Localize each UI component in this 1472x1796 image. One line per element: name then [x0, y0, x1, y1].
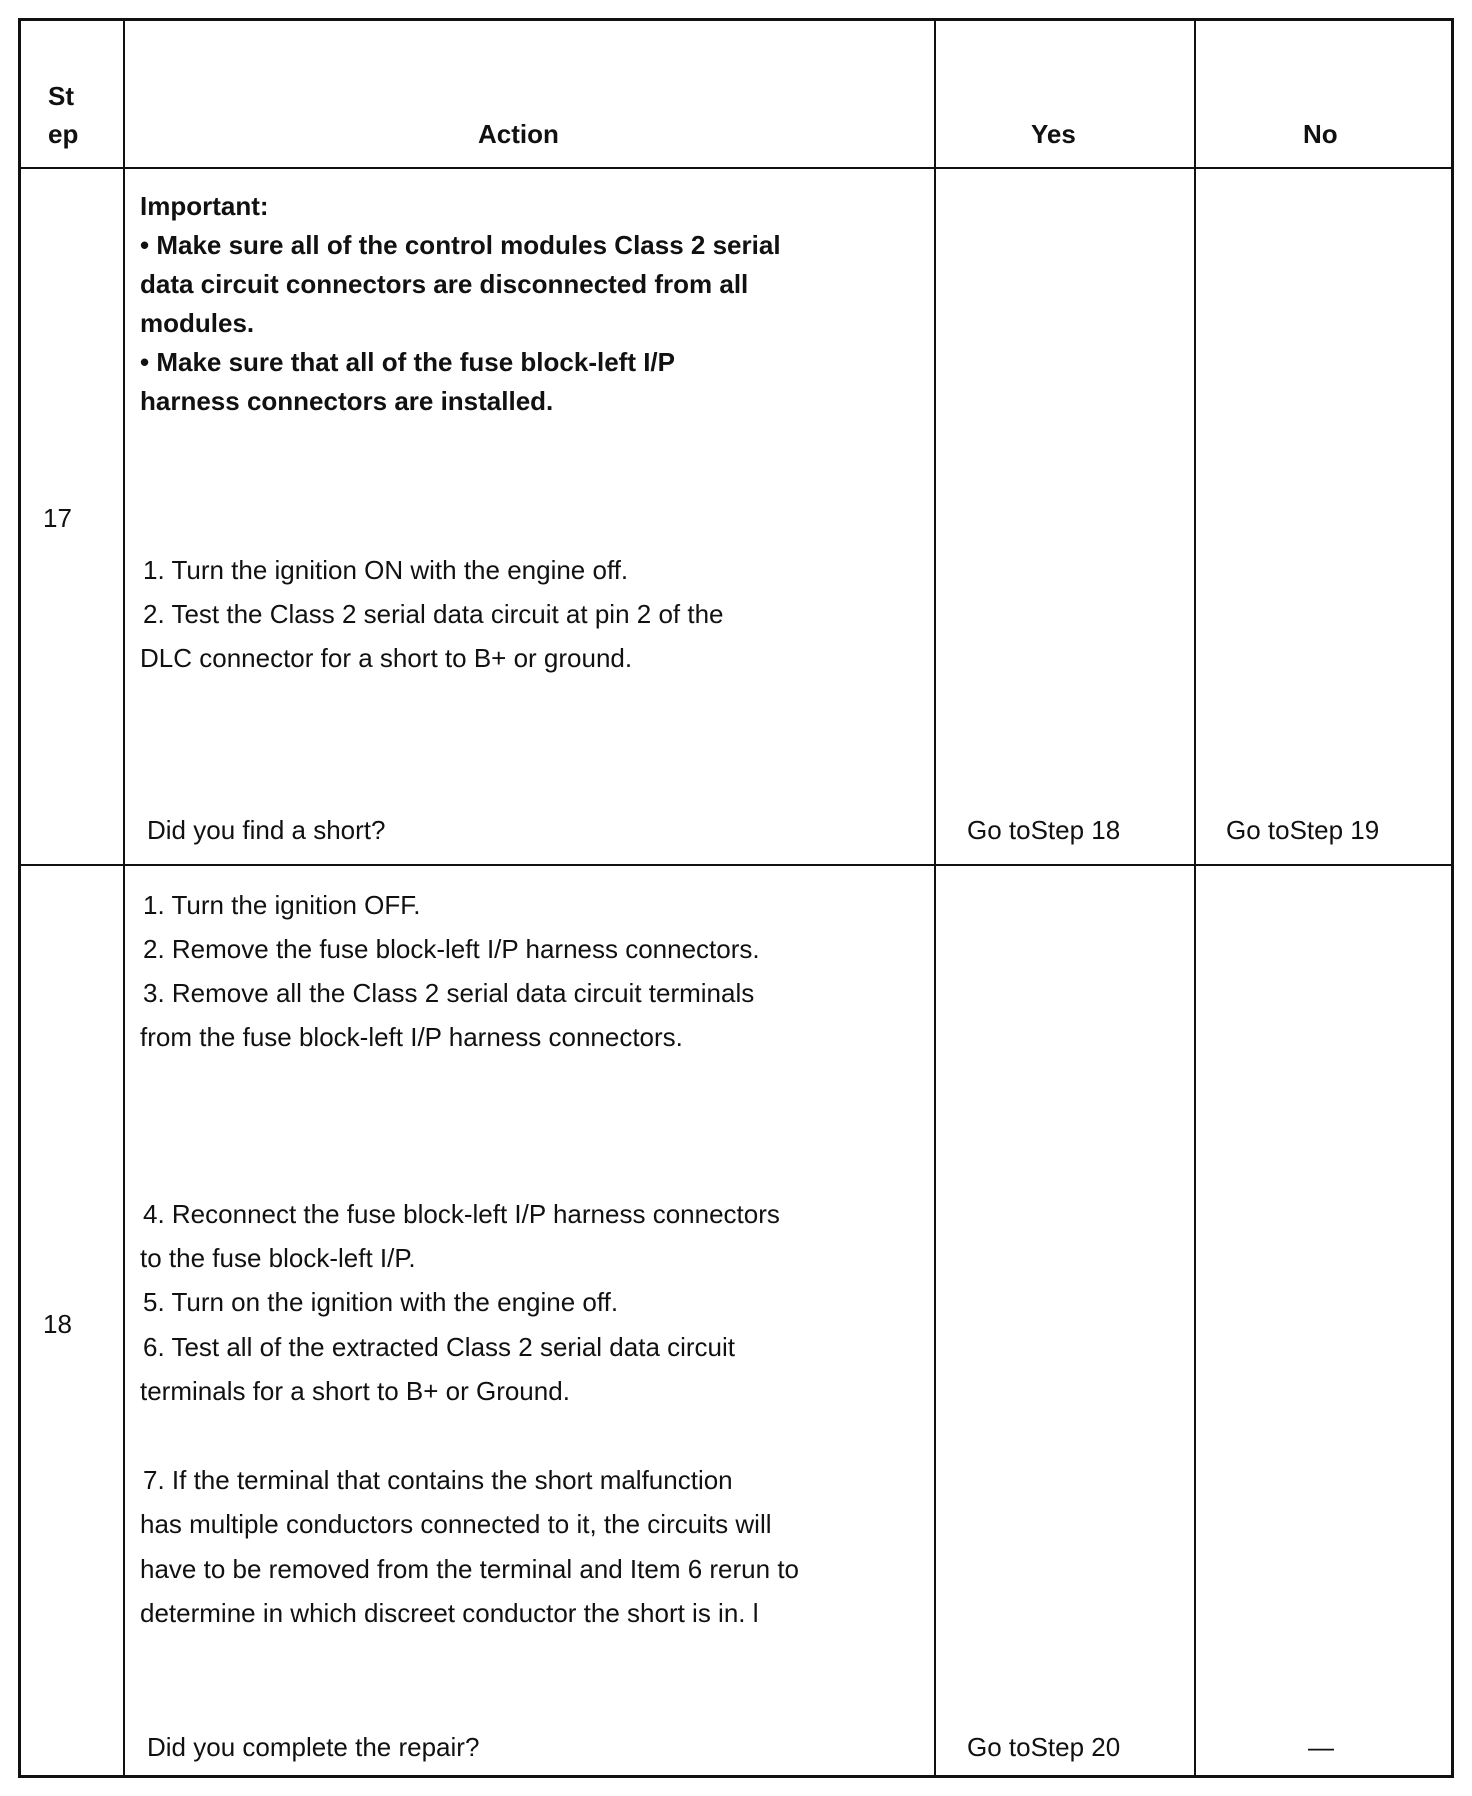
action-step-line: from the fuse block-left I/P harness connectors.: [140, 1022, 683, 1052]
action-step-line: 1. Turn the ignition ON with the engine off.: [143, 555, 629, 585]
important-title: Important:: [140, 191, 269, 221]
action-step-line: 7. If the terminal that contains the short malfunction: [143, 1465, 733, 1495]
important-bullet-line: data circuit connectors are disconnected from all: [140, 269, 749, 299]
column-divider: [934, 21, 936, 1775]
header-no: No: [1303, 119, 1338, 149]
header-action: Action: [478, 119, 559, 149]
action-step-line: have to be removed from the terminal and Item 6 rerun to: [140, 1554, 800, 1584]
column-divider: [1194, 21, 1196, 1775]
action-step-line: DLC connector for a short to B+ or ground.: [140, 643, 633, 673]
action-step-line: 5. Turn on the ignition with the engine off.: [143, 1287, 619, 1317]
important-bullet-line: harness connectors are installed.: [140, 386, 554, 416]
column-divider: [123, 21, 125, 1775]
action-step-line: 1. Turn the ignition OFF.: [143, 890, 421, 920]
important-bullet-line: modules.: [140, 308, 255, 338]
yes-result: Go toStep 18: [967, 815, 1121, 845]
action-step-line: determine in which discreet conductor the short is in. l: [140, 1598, 759, 1628]
important-bullet-line: • Make sure all of the control modules Class 2 serial: [140, 230, 781, 260]
action-step-line: terminals for a short to B+ or Ground.: [140, 1376, 570, 1406]
action-step-line: 2. Remove the fuse block-left I/P harness connectors.: [143, 934, 760, 964]
step-number: 18: [43, 1309, 72, 1339]
action-step-line: 3. Remove all the Class 2 serial data circuit terminals: [143, 978, 755, 1008]
row-divider: [21, 864, 1451, 866]
action-step-line: to the fuse block-left I/P.: [140, 1243, 416, 1273]
question: Did you find a short?: [147, 815, 386, 845]
yes-result: Go toStep 20: [967, 1732, 1121, 1762]
header-yes: Yes: [1031, 119, 1076, 149]
diagnostic-table: [18, 18, 1454, 1778]
action-step-line: 2. Test the Class 2 serial data circuit at pin 2 of the: [143, 599, 724, 629]
important-bullet-line: • Make sure that all of the fuse block-left I/P: [140, 347, 675, 377]
header-step-line1: St: [48, 81, 74, 111]
action-step-line: 4. Reconnect the fuse block-left I/P harness connectors: [143, 1199, 780, 1229]
row-divider: [21, 167, 1451, 169]
header-step-line2: ep: [48, 119, 79, 149]
step-number: 17: [43, 503, 72, 533]
no-result: —: [1308, 1732, 1334, 1762]
action-step-line: 6. Test all of the extracted Class 2 serial data circuit: [143, 1332, 736, 1362]
no-result: Go toStep 19: [1226, 815, 1380, 845]
action-step-line: has multiple conductors connected to it, the circuits will: [140, 1509, 772, 1539]
question: Did you complete the repair?: [147, 1732, 480, 1762]
